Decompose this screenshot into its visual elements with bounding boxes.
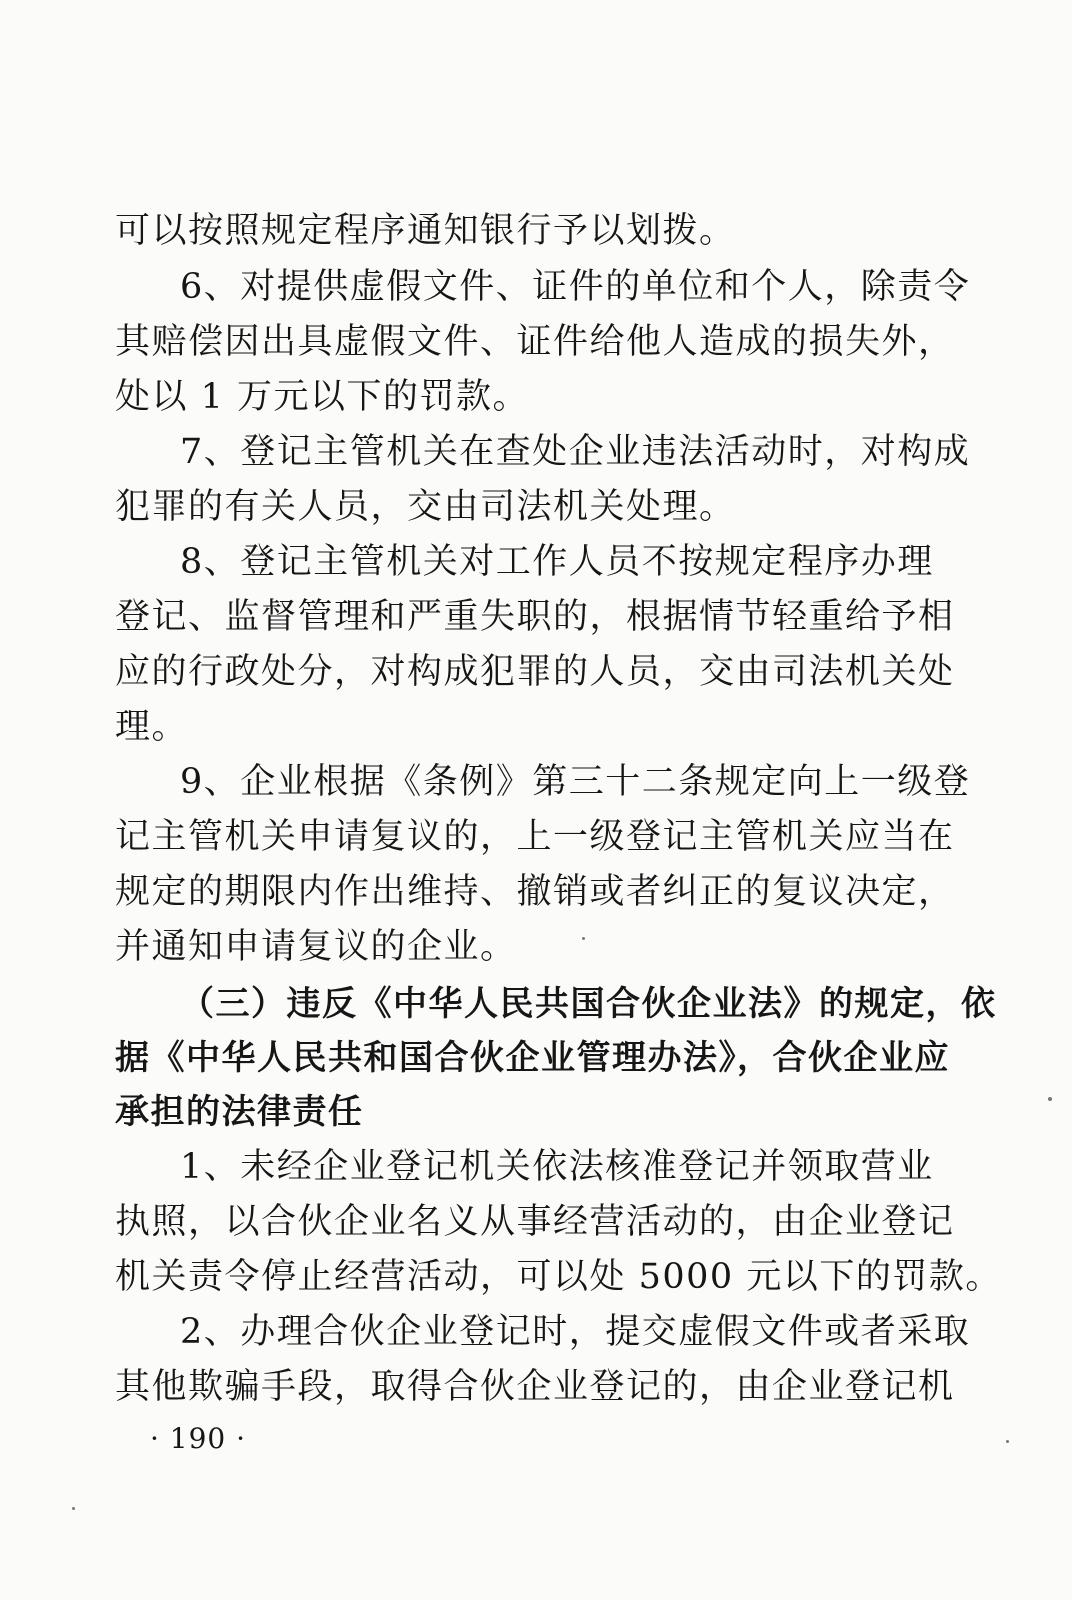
text-line: 8、登记主管机关对工作人员不按规定程序办理 bbox=[180, 542, 934, 582]
text-line: 登记、监督管理和严重失职的，根据情节轻重给予相 bbox=[115, 597, 955, 637]
text-line: 犯罪的有关人员，交由司法机关处理。 bbox=[115, 487, 736, 527]
text-line: 其赔偿因出具虚假文件、证件给他人造成的损失外， bbox=[115, 322, 955, 362]
text-line: 记主管机关申请复议的，上一级登记主管机关应当在 bbox=[115, 817, 955, 857]
section-heading-line: 承担的法律责任 bbox=[115, 1092, 364, 1132]
scan-speck bbox=[1048, 1097, 1052, 1101]
text-line: 6、对提供虚假文件、证件的单位和个人，除责令 bbox=[180, 267, 971, 307]
text-line: 并通知申请复议的企业。 bbox=[115, 927, 517, 967]
text-line: 执照，以合伙企业名义从事经营活动的，由企业登记 bbox=[115, 1202, 955, 1242]
text-line: 机关责令停止经营活动，可以处 5000 元以下的罚款。 bbox=[115, 1257, 1002, 1297]
text-line: 9、企业根据《条例》第三十二条规定向上一级登 bbox=[180, 762, 971, 802]
scan-speck bbox=[582, 937, 585, 940]
text-line: 7、登记主管机关在查处企业违法活动时，对构成 bbox=[180, 432, 971, 472]
section-heading-line: （三）违反《中华人民共国合伙企业法》的规定，依 bbox=[180, 984, 997, 1024]
text-line: 应的行政处分，对构成犯罪的人员，交由司法机关处 bbox=[115, 652, 955, 692]
text-line: 规定的期限内作出维持、撤销或者纠正的复议决定， bbox=[115, 872, 955, 912]
text-line: 可以按照规定程序通知银行予以划拨。 bbox=[115, 211, 736, 251]
scan-speck bbox=[1006, 1440, 1009, 1443]
text-line: 2、办理合伙企业登记时，提交虚假文件或者采取 bbox=[180, 1312, 971, 1352]
text-line: 理。 bbox=[115, 707, 189, 747]
text-line: 其他欺骗手段，取得合伙企业登记的，由企业登记机 bbox=[115, 1367, 955, 1407]
text-line: 处以 1 万元以下的罚款。 bbox=[115, 377, 530, 417]
page-number: · 190 · bbox=[150, 1422, 247, 1455]
scan-speck bbox=[72, 1507, 75, 1510]
section-heading-line: 据《中华人民共和国合伙企业管理办法》，合伙企业应 bbox=[115, 1038, 950, 1078]
text-line: 1、未经企业登记机关依法核准登记并领取营业 bbox=[180, 1147, 934, 1187]
